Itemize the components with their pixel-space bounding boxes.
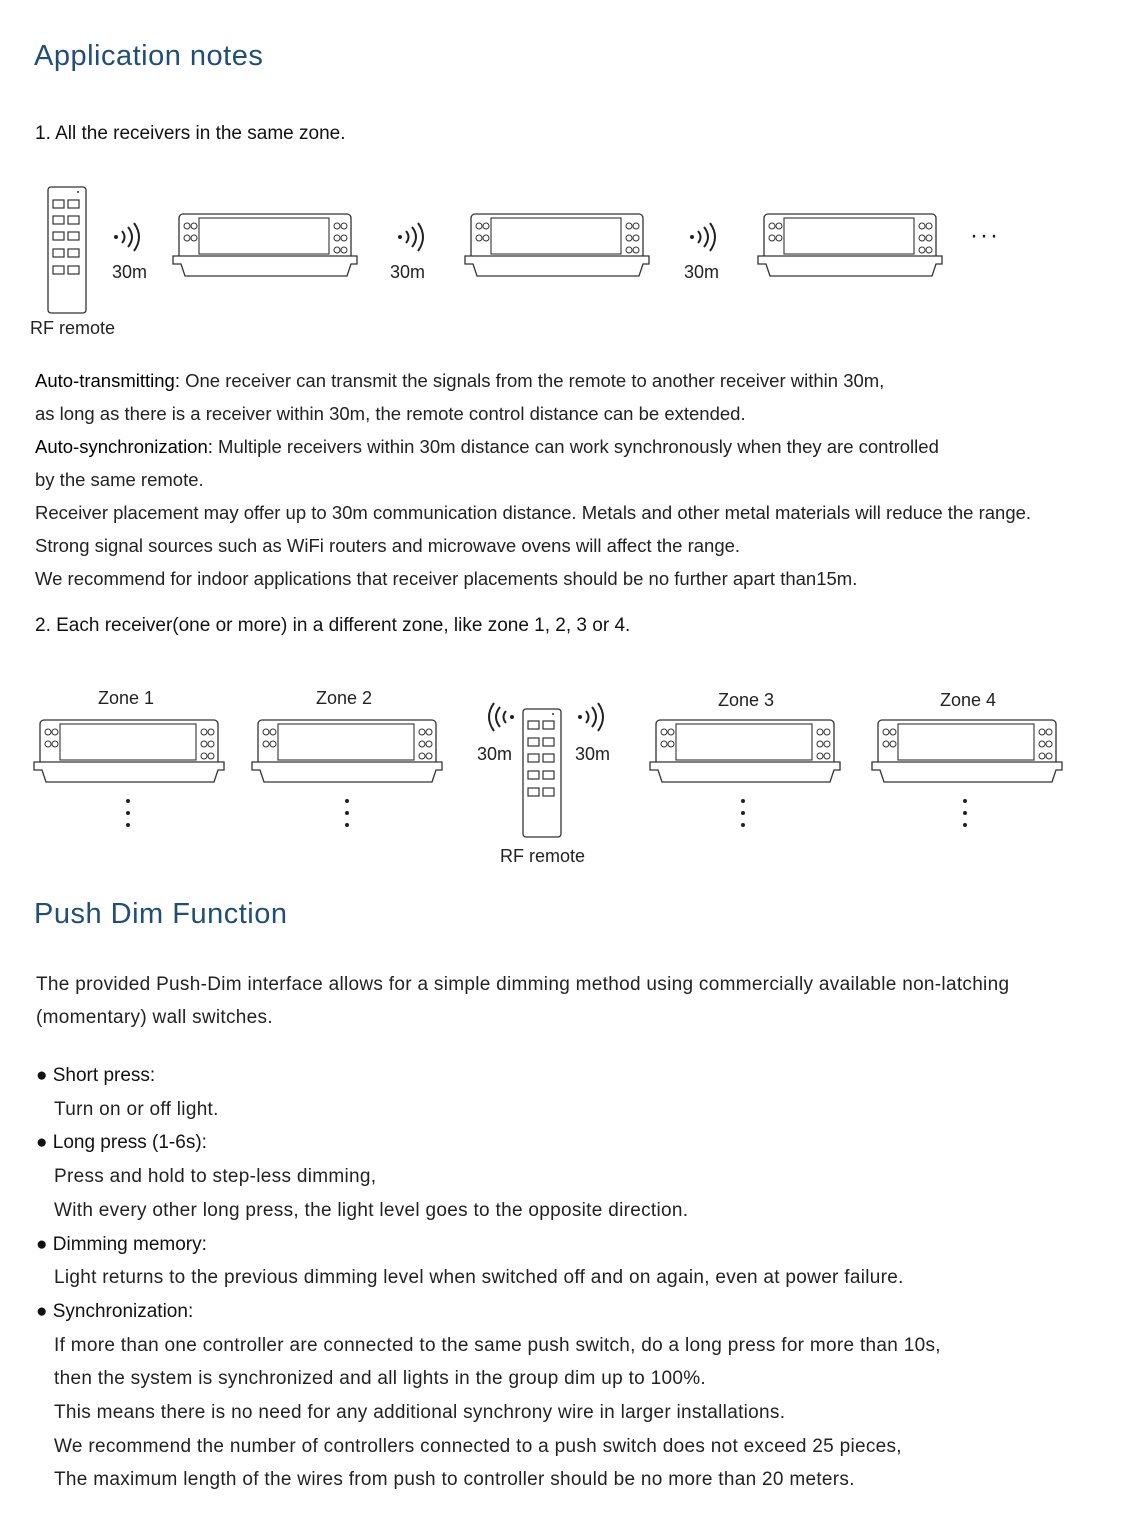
section-title-application-notes: Application notes [34, 40, 264, 72]
rf-remote-label: RF remote [30, 318, 116, 338]
bullet-line: Light returns to the previous dimming level when switched off and on again, even at power failure. [54, 1267, 904, 1289]
vertical-ellipsis-icon [343, 798, 351, 828]
receiver-icon [463, 212, 653, 280]
bullet-title: ● Short press: [36, 1065, 156, 1086]
diagram-different-zones [0, 680, 1148, 875]
rf-remote-icon [522, 708, 562, 838]
push-dim-intro [36, 968, 1009, 1034]
note-1-heading: 1. All the receivers in the same zone. [35, 123, 346, 144]
receiver-icon [32, 718, 228, 786]
bullet-title: ● Long press (1-6s): [36, 1132, 207, 1154]
bullet-line: If more than one controller are connected to the same push switch, do a long press for more than 10s, [54, 1334, 941, 1356]
signal-wave-icon [688, 222, 722, 252]
zone-label: Zone 2 [316, 688, 373, 708]
ellipsis-more: ··· [970, 222, 1000, 249]
text-line [35, 397, 1135, 430]
text-line-body: We recommend for indoor applications that receiver placements should be no further apart than15m. [35, 568, 858, 589]
receiver-icon [756, 212, 946, 280]
push-dim-list [36, 1059, 1136, 1497]
zone-label: Zone 1 [98, 688, 155, 708]
rf-remote-icon [47, 186, 87, 314]
bullet-line: then the system is synchronized and all lights in the group dim up to 100%. [54, 1368, 706, 1390]
bullet-title: ● Dimming memory: [36, 1233, 207, 1255]
text-line-body: One receiver can transmit the signals from the remote to another receiver within 30m, [179, 370, 885, 391]
receiver-icon [171, 212, 361, 280]
range-label: 30m [575, 744, 611, 764]
text-line [35, 529, 1135, 562]
text-line [35, 562, 1135, 595]
signal-wave-icon [482, 702, 516, 732]
range-label: 30m [684, 262, 720, 282]
signal-wave-icon [112, 222, 146, 252]
text-line-body: Strong signal sources such as WiFi routers and microwave ovens will affect the range. [35, 535, 741, 556]
note-2-heading: 2. Each receiver(one or more) in a different zone, like zone 1, 2, 3 or 4. [35, 615, 631, 636]
bullet-line: With every other long press, the light level goes to the opposite direction. [54, 1199, 689, 1221]
zone-label: Zone 3 [718, 690, 775, 710]
range-label: 30m [477, 744, 513, 764]
vertical-ellipsis-icon [961, 798, 969, 828]
receiver-icon [648, 718, 844, 786]
text-line-body: Multiple receivers within 30m distance can work synchronously when they are controlled [212, 436, 939, 457]
bullet-line: The maximum length of the wires from push to controller should be no more than 20 meters. [54, 1469, 855, 1491]
vertical-ellipsis-icon [124, 798, 132, 828]
text-line [35, 463, 1135, 496]
bullet-title: ● Synchronization: [36, 1300, 194, 1322]
text-line-body: as long as there is a receiver within 30m, the remote control distance can be extended. [35, 403, 746, 424]
signal-wave-icon [576, 702, 610, 732]
bullet-line: Press and hold to step-less dimming, [54, 1166, 377, 1188]
intro-line: (momentary) wall switches. [36, 1007, 273, 1028]
bullet-line: We recommend the number of controllers connected to a push switch does not exceed 25 pieces, [54, 1435, 902, 1457]
application-notes-text [35, 364, 1135, 595]
diagram-same-zone [0, 180, 1148, 345]
range-label: 30m [112, 262, 148, 282]
intro-line: The provided Push-Dim interface allows for a simple dimming method using commercially available non-latching [36, 974, 1010, 995]
text-line [35, 364, 1135, 397]
text-line [35, 430, 1135, 463]
receiver-icon [870, 718, 1066, 786]
text-line-label: Auto-synchronization: [35, 436, 213, 457]
vertical-ellipsis-icon [739, 798, 747, 828]
zone-label: Zone 4 [940, 690, 997, 710]
text-line [35, 496, 1135, 529]
rf-remote-label: RF remote [500, 846, 586, 866]
text-line-label: Auto-transmitting: [35, 370, 180, 391]
receiver-icon [250, 718, 446, 786]
range-label: 30m [390, 262, 426, 282]
text-line-body: by the same remote. [35, 469, 204, 490]
bullet-line: Turn on or off light. [54, 1098, 219, 1120]
section-title-push-dim: Push Dim Function [34, 898, 288, 930]
text-line-body: Receiver placement may offer up to 30m communication distance. Metals and other metal materials will reduce the range. [35, 502, 1032, 523]
bullet-line: This means there is no need for any additional synchrony wire in larger installations. [54, 1402, 786, 1424]
signal-wave-icon [396, 222, 430, 252]
